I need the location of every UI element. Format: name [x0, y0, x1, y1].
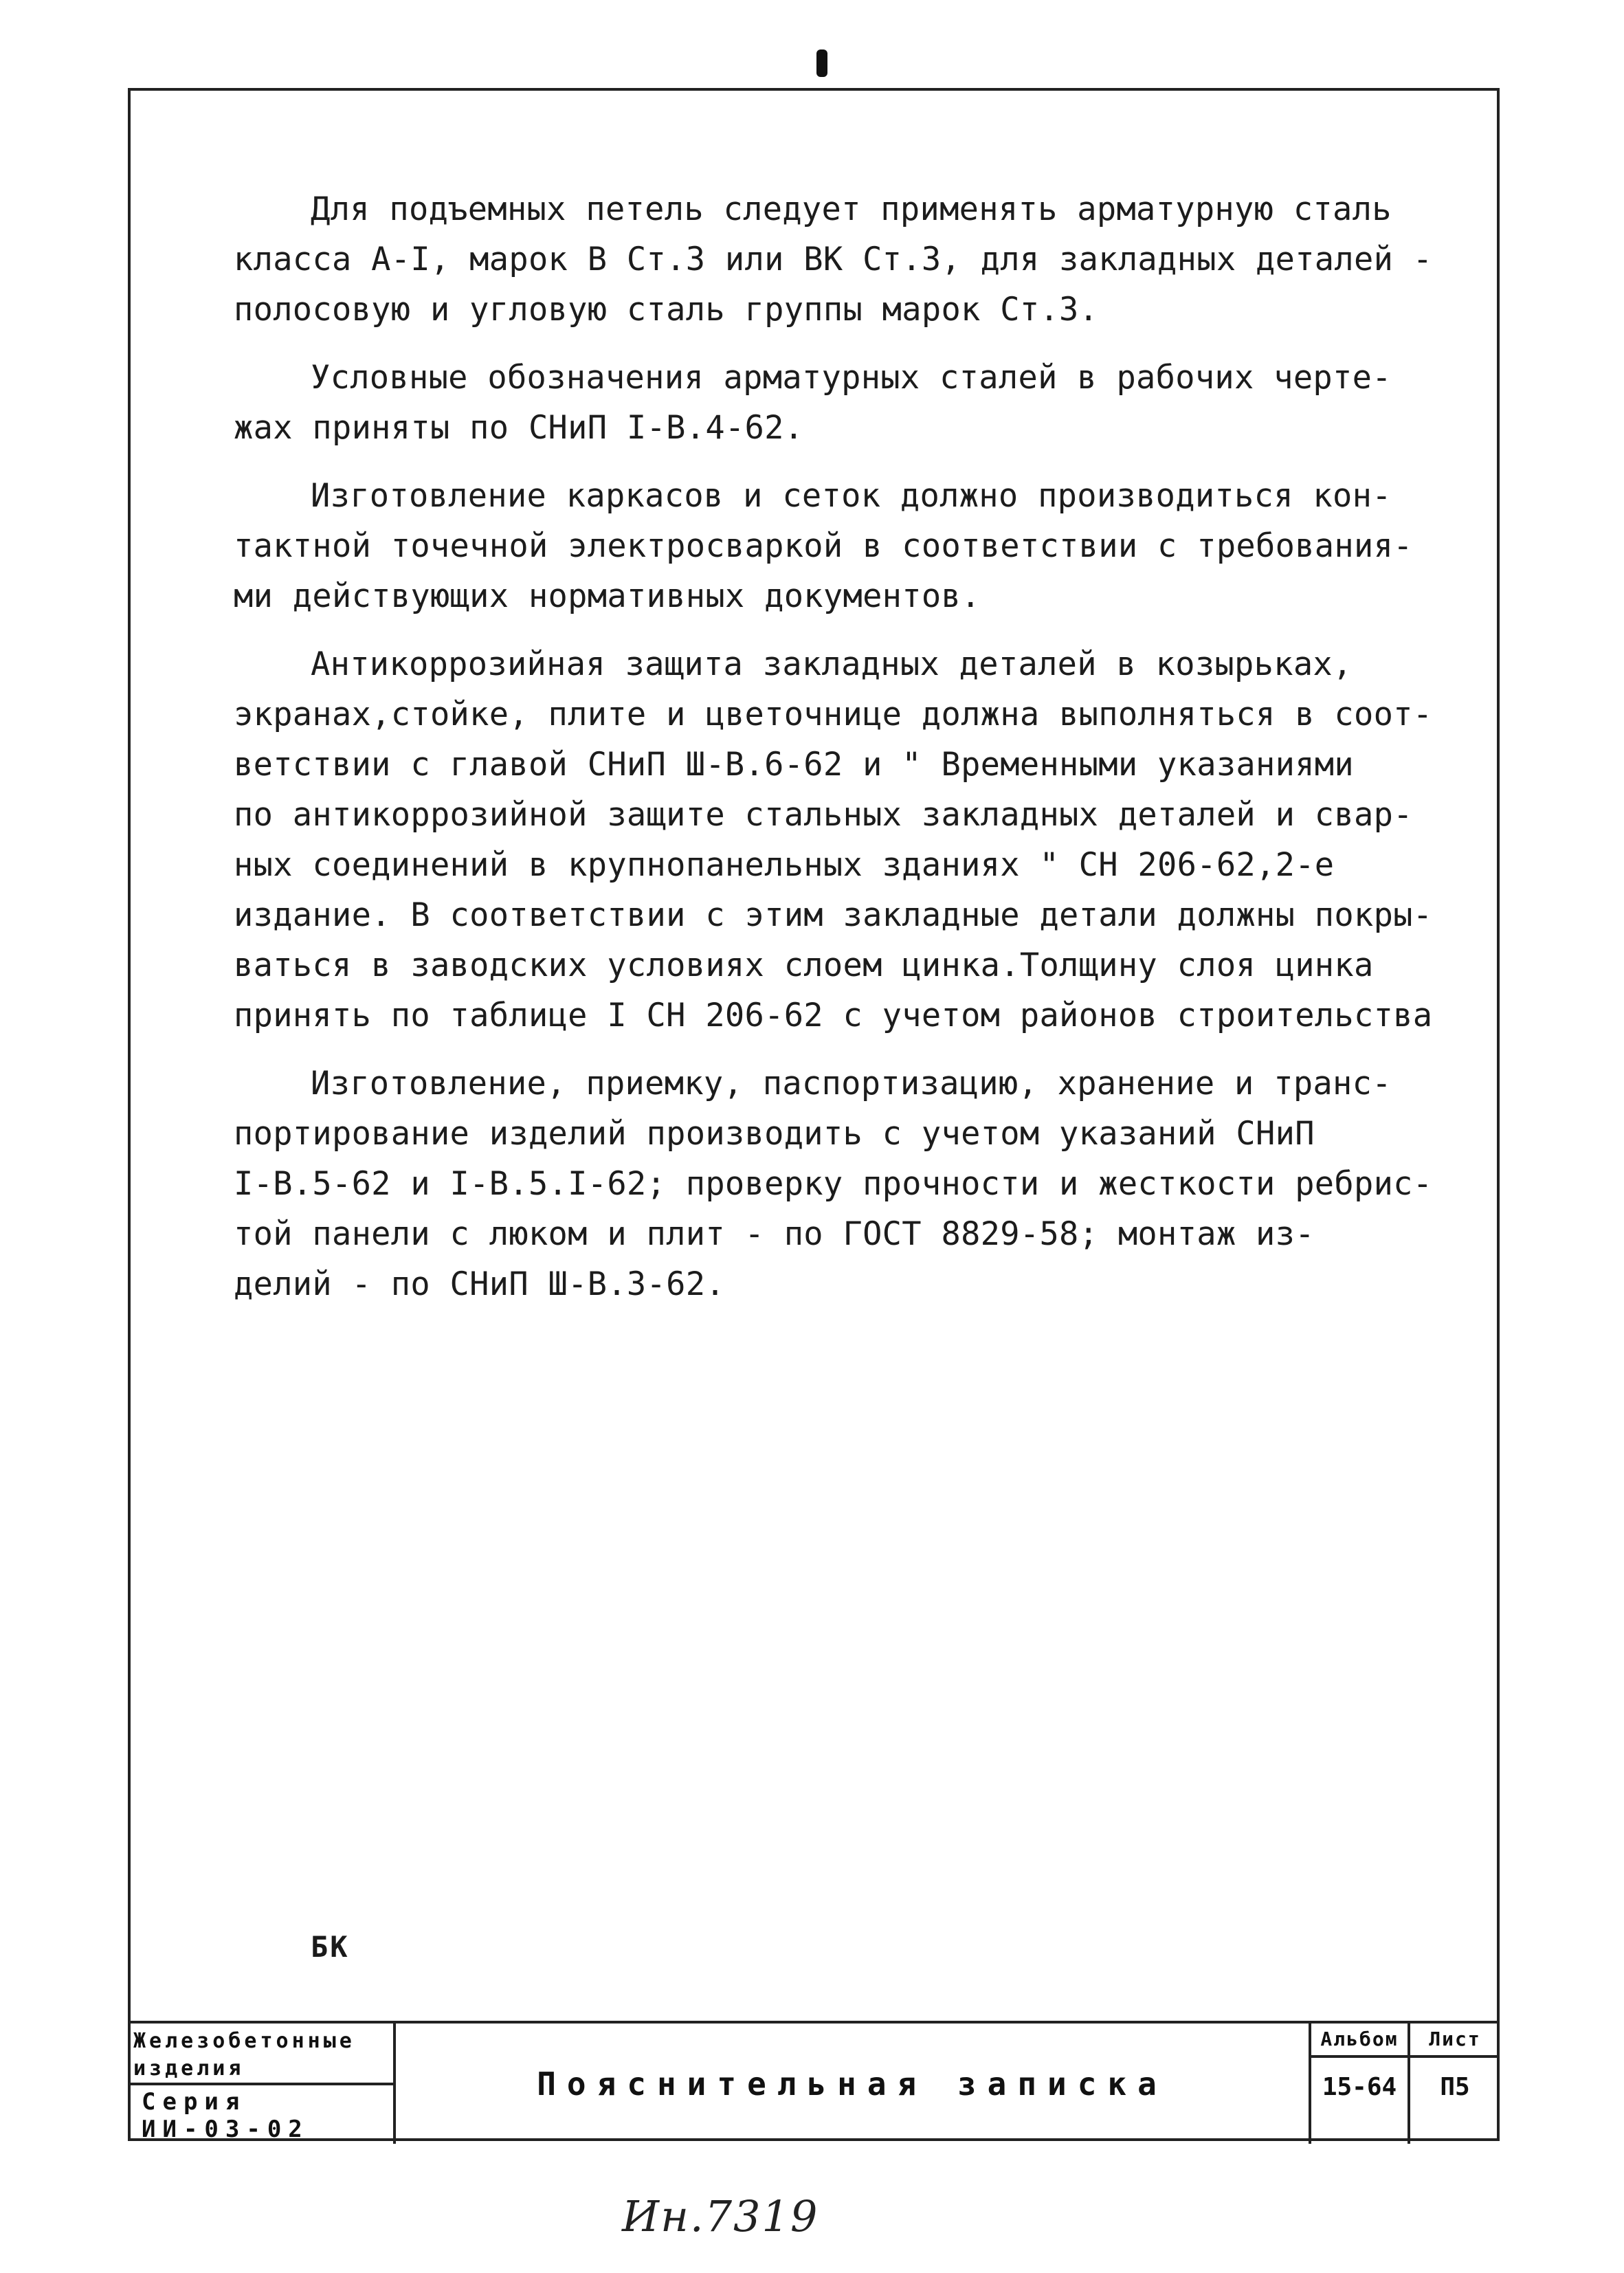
paragraph-manufacturing — [234, 1058, 1491, 1309]
text-line: ми действующих нормативных документов. — [234, 577, 981, 615]
text-line: Для подъемных петель следует применять арматурную сталь — [311, 190, 1392, 228]
text-line: ваться в заводских условиях слоем цинка.Толщину слоя цинка — [234, 946, 1374, 984]
text-line: Изготовление, приемку, паспортизацию, хранение и транс- — [311, 1065, 1392, 1102]
sheet-label: Лист — [1410, 2023, 1500, 2058]
paragraph-designations — [234, 353, 1491, 453]
series-label: Серия — [142, 2088, 247, 2116]
text-line: ветствии с главой СНиП Ш-В.6-62 и " Временными указаниями — [234, 746, 1354, 784]
text-line: I-В.5-62 и I-В.5.I-62; проверку прочности и жесткости ребрис- — [234, 1165, 1433, 1203]
text-line: жах приняты по СНиП I-В.4-62. — [234, 409, 804, 447]
document-title: Пояснительная записка — [396, 2023, 1311, 2144]
text-line: Антикоррозийная защита закладных деталей в козырьках, — [311, 645, 1353, 683]
paragraph-lifting-loops — [234, 184, 1491, 335]
series-cell — [128, 2085, 396, 2144]
text-line: той панели с люком и плит - по ГОСТ 8829-58; монтаж из- — [234, 1215, 1315, 1253]
product-type-cell: Железобетонные изделия — [128, 2023, 396, 2085]
text-line: тактной точечной электросваркой в соответствии с требования- — [234, 527, 1413, 565]
text-line: ных соединений в крупнопанельных зданиях " СН 206-62,2-е — [234, 846, 1335, 884]
text-line: класса А-I, марок В Ст.3 или ВК Ст.3, для закладных деталей - — [234, 241, 1433, 278]
page-number-mark — [816, 49, 827, 77]
inventory-number: Ин.7319 — [622, 2191, 819, 2241]
bk-label: БК — [311, 1930, 350, 1964]
text-line: принять по таблице I СН 206-62 с учетом районов строительства — [234, 997, 1433, 1034]
album-value: 15-64 — [1311, 2058, 1410, 2144]
text-line: экранах,стойке, плите и цветочнице должна выполняться в соот- — [234, 696, 1433, 733]
series-code: ИИ-03-02 — [142, 2116, 309, 2143]
explanatory-text — [234, 184, 1491, 1327]
text-line: Изготовление каркасов и сеток должно производиться кон- — [311, 477, 1392, 515]
paragraph-welding — [234, 471, 1491, 621]
text-line: полосовую и угловую сталь группы марок Ст.3. — [234, 291, 1099, 329]
sheet-value: П5 — [1440, 2073, 1470, 2101]
album-label: Альбом — [1311, 2023, 1410, 2058]
text-line: делий - по СНиП Ш-В.3-62. — [234, 1265, 725, 1303]
text-line: по антикоррозийной защите стальных закладных деталей и свар- — [234, 796, 1413, 834]
text-line: издание. В соответствии с этим закладные детали должны покры- — [234, 896, 1433, 934]
text-line: портирование изделий производить с учетом указаний СНиП — [234, 1115, 1315, 1153]
paragraph-corrosion-protection — [234, 639, 1491, 1041]
text-line: Условные обозначения арматурных сталей в рабочих черте- — [311, 359, 1392, 397]
title-block — [128, 2021, 1500, 2141]
